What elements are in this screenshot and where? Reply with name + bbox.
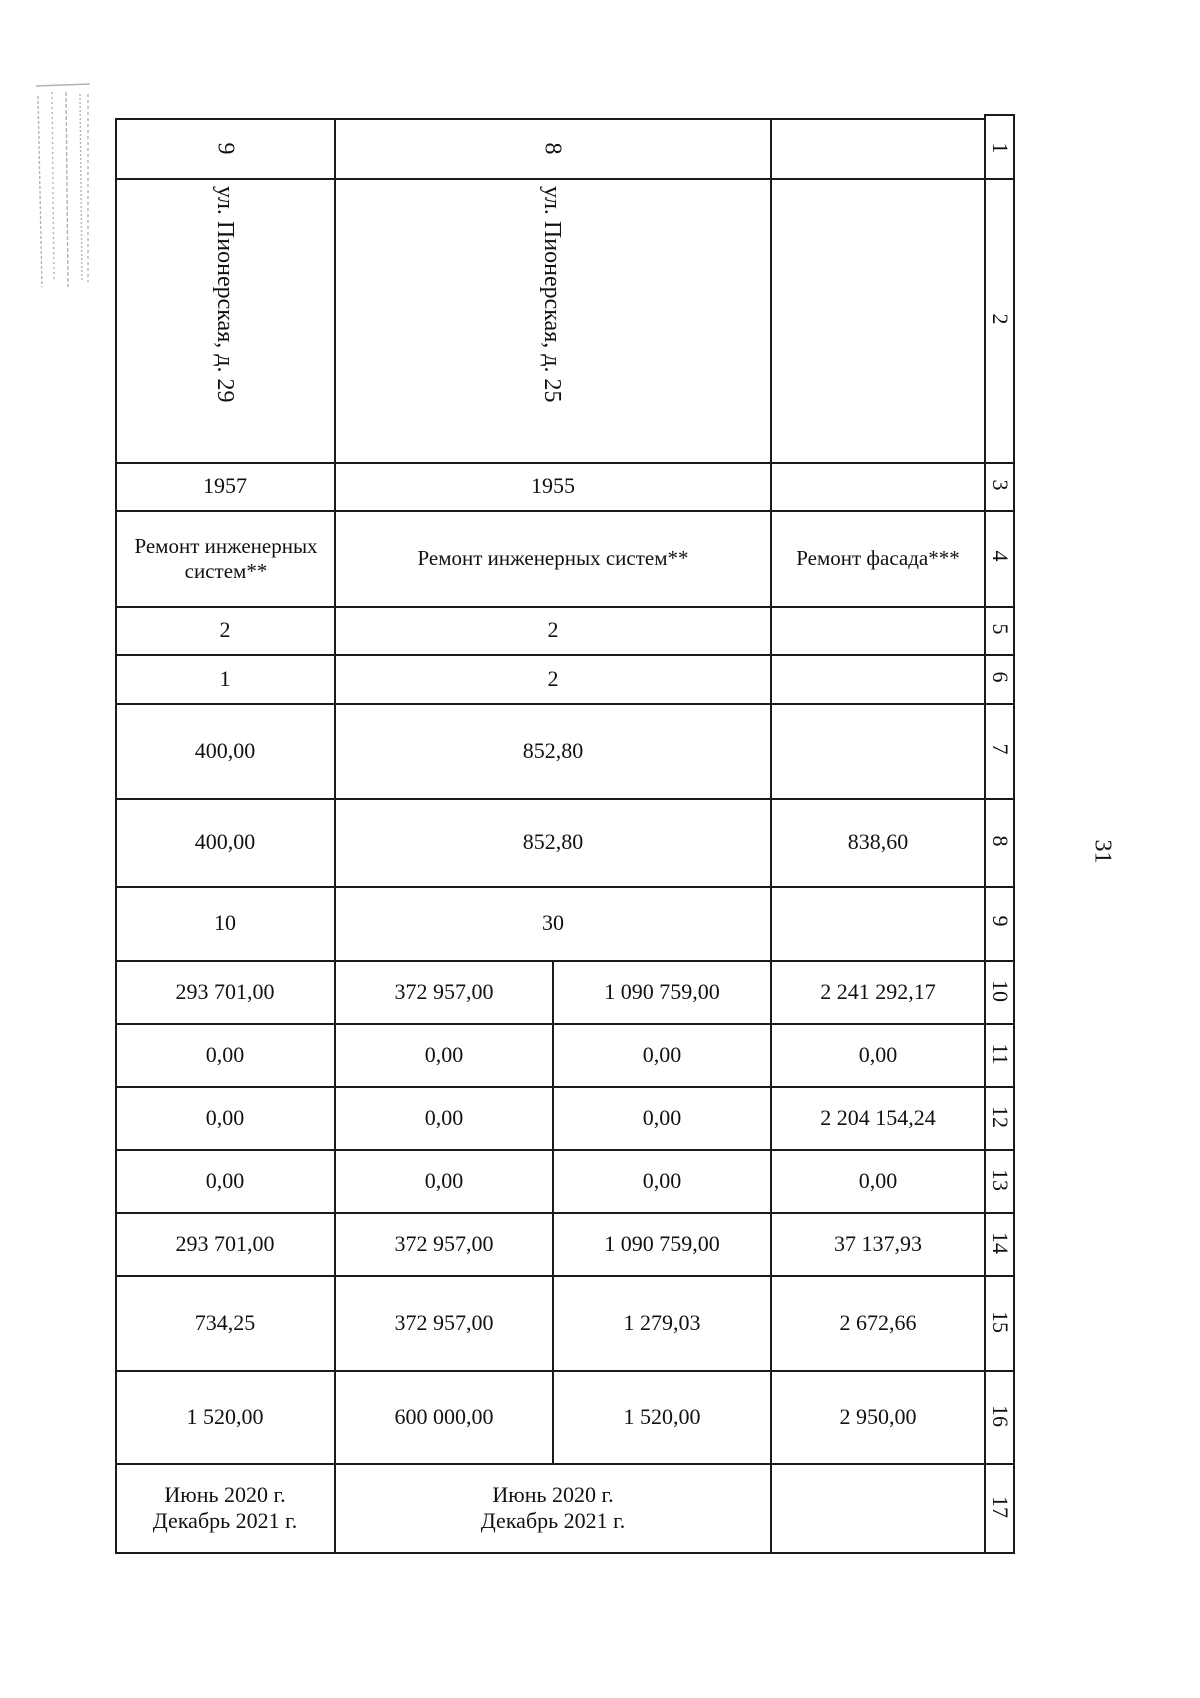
row-number: 4: [988, 550, 1013, 562]
table-cell: 2 241 292,17: [820, 978, 936, 1004]
row-number: 8: [988, 835, 1013, 847]
row-number: 7: [988, 743, 1013, 755]
table-cell: 0,00: [424, 1167, 464, 1193]
table-cell: 0,00: [424, 1041, 464, 1067]
registration-stamp: [32, 82, 92, 292]
table-cell: 2 672,66: [839, 1309, 917, 1335]
table-cell: 293 701,00: [175, 1230, 275, 1256]
work-type: Ремонт инженерных систем**: [417, 546, 689, 571]
table-cell: 293 701,00: [175, 978, 275, 1004]
address: ул. Пионерская, д. 25: [539, 186, 565, 403]
table-cell: 0,00: [642, 1167, 682, 1193]
row-number: 10: [988, 980, 1013, 1002]
build-year: 1955: [531, 473, 575, 499]
date-end: Декабрь 2021 г.: [480, 1508, 626, 1533]
table-cell: 372 957,00: [394, 1309, 494, 1335]
date-start: Июнь 2020 г.: [164, 1481, 286, 1507]
table-cell: 400,00: [194, 737, 256, 763]
table-border-right: [1013, 114, 1015, 1554]
table-cell: 852,80: [522, 829, 584, 855]
table-border-bottom: [115, 1552, 1015, 1554]
table-cell: 0,00: [205, 1167, 245, 1193]
table-cell: 37 137,93: [834, 1230, 922, 1256]
row-number: 2: [988, 313, 1013, 325]
table-cell: 10: [214, 910, 236, 936]
table-cell: 0,00: [205, 1041, 245, 1067]
item-number: 8: [539, 142, 566, 155]
row-line: [115, 178, 1015, 180]
work-type: Ремонт фасада***: [796, 546, 960, 571]
row-number: 11: [988, 1043, 1013, 1065]
table-border-top: [984, 114, 1015, 116]
table-cell: 1 279,03: [623, 1309, 701, 1335]
table-cell: 1 090 759,00: [604, 978, 720, 1004]
work-type: Ремонт инженерных систем**: [134, 533, 318, 583]
date-range: [116, 1464, 334, 1552]
table-cell: 2: [219, 617, 231, 643]
item-number: 9: [212, 142, 239, 155]
table-cell: 2: [547, 665, 559, 691]
row-number: 14: [988, 1232, 1013, 1254]
table-cell: 1 520,00: [623, 1403, 701, 1429]
row-number: 15: [988, 1311, 1013, 1333]
table-cell: 838,60: [847, 829, 909, 855]
table-cell: 734,25: [194, 1309, 256, 1335]
table-cell: 0,00: [642, 1104, 682, 1130]
date-end: Декабрь 2021 г.: [152, 1508, 298, 1533]
row-number: 1: [988, 142, 1013, 154]
row-number: 9: [988, 915, 1013, 927]
date-start: Июнь 2020 г.: [492, 1481, 614, 1507]
address: ул. Пионерская, д. 29: [212, 186, 238, 403]
row-number: 12: [988, 1106, 1013, 1128]
row-number: 5: [988, 623, 1013, 635]
table-cell: 400,00: [194, 829, 256, 855]
table-cell: 1 520,00: [186, 1403, 264, 1429]
row-number: 13: [988, 1169, 1013, 1191]
row-number: 16: [988, 1405, 1013, 1427]
table-cell: 372 957,00: [394, 1230, 494, 1256]
build-year: 1957: [203, 473, 247, 499]
page-number: 31: [1089, 839, 1116, 864]
table-cell: 1 090 759,00: [604, 1230, 720, 1256]
table-cell: 2 950,00: [839, 1403, 917, 1429]
table-cell: 2 204 154,24: [820, 1104, 936, 1130]
table-divider: [984, 114, 986, 1554]
row-number: 6: [988, 671, 1013, 683]
table-cell: 0,00: [205, 1104, 245, 1130]
table-cell: 1: [219, 665, 231, 691]
date-range: [336, 1464, 770, 1552]
table-border-top: [115, 118, 985, 120]
table-cell: 372 957,00: [394, 978, 494, 1004]
table-cell: 0,00: [858, 1167, 898, 1193]
row-number: 17: [988, 1496, 1013, 1518]
table-cell: 600 000,00: [394, 1403, 494, 1429]
row-number: 3: [988, 479, 1013, 491]
table-cell: 0,00: [858, 1041, 898, 1067]
table-cell: 852,80: [522, 737, 584, 763]
table-cell: 0,00: [424, 1104, 464, 1130]
table-cell: 2: [547, 617, 559, 643]
table-cell: 30: [542, 910, 564, 936]
table-cell: 0,00: [642, 1041, 682, 1067]
